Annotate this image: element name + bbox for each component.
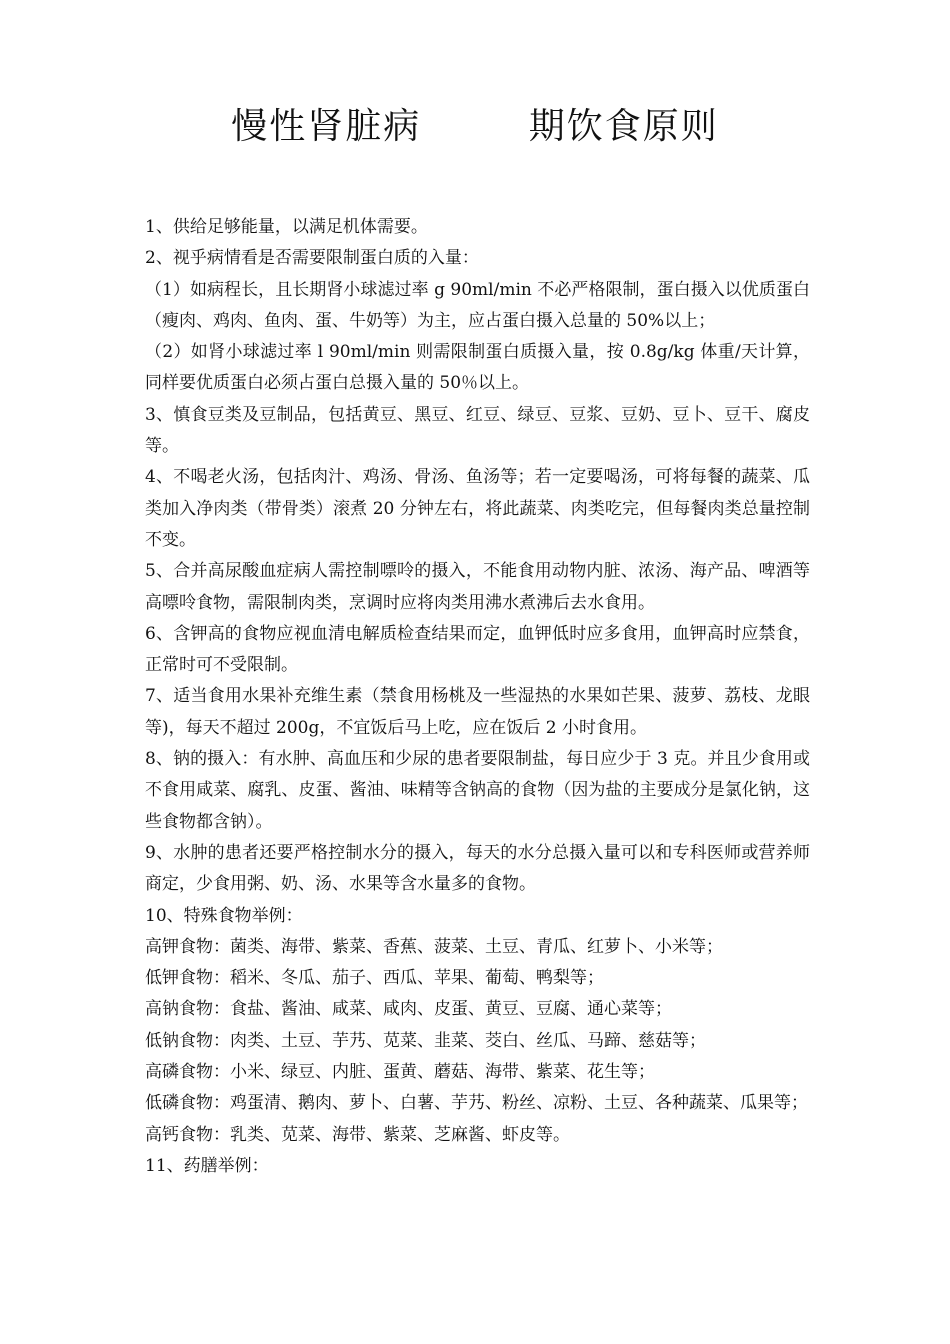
paragraph-10: 10、特殊食物举例： xyxy=(145,905,303,926)
paragraph-2-2: （2）如肾小球滤过率 l 90ml/min 则需限制蛋白质摄入量，按 0.8g/kg 体重/天计算，同样要优质蛋白必须占蛋白总摄入量的 50％以上。 xyxy=(145,342,810,394)
paragraph-8: 8、钠的摄入：有水肿、高血压和少尿的患者要限制盐，每日应少于 3 克。并且少食用或不食用咸菜、腐乳、皮蛋、酱油、味精等含钠高的食物（因为盐的主要成分是氯化钠，这些食物都含钠）。 xyxy=(145,749,810,832)
paragraph-2: 2、视乎病情看是否需要限制蛋白质的入量： xyxy=(145,248,479,269)
paragraph-6: 6、含钾高的食物应视血清电解质检查结果而定，血钾低时应多食用，血钾高时应禁食，正常时可不受限制。 xyxy=(145,623,810,676)
paragraph-2-1: （1）如病程长，且长期肾小球滤过率 g 90ml/min 不必严格限制，蛋白摄入以优质蛋白（瘦肉、鸡肉、鱼肉、蛋、牛奶等）为主，应占蛋白摄入总量的 50%以上； xyxy=(145,279,810,331)
food-list-low-potassium: 低钾食物：稻米、冬瓜、茄子、西瓜、苹果、葡萄、鸭梨等； xyxy=(145,968,604,989)
food-list-high-phosphorus: 高磷食物：小米、绿豆、内脏、蛋黄、蘑菇、海带、紫菜、花生等； xyxy=(145,1062,655,1083)
paragraph-4: 4、不喝老火汤，包括肉汁、鸡汤、骨汤、鱼汤等；若一定要喝汤，可将每餐的蔬菜、瓜类加入净肉类（带骨类）滚煮 20 分钟左右，将此蔬菜、肉类吃完，但每餐肉类总量控制不变。 xyxy=(145,467,810,550)
food-list-low-sodium: 低钠食物：肉类、土豆、芋艿、苋菜、韭菜、茭白、丝瓜、马蹄、慈菇等； xyxy=(145,1030,706,1051)
paragraph-9: 9、水肿的患者还要严格控制水分的摄入，每天的水分总摄入量可以和专科医师或营养师商定，少食用粥、奶、汤、水果等含水量多的食物。 xyxy=(145,842,810,895)
food-list-low-phosphorus: 低磷食物：鸡蛋清、鹅肉、萝卜、白薯、芋艿、粉丝、凉粉、土豆、各种蔬菜、瓜果等； xyxy=(145,1093,808,1114)
document-title: 慢性肾脏病 期饮食原则 xyxy=(231,106,719,147)
paragraph-3: 3、慎食豆类及豆制品，包括黄豆、黑豆、红豆、绿豆、豆浆、豆奶、豆卜、豆干、腐皮等。 xyxy=(145,404,810,457)
paragraph-7: 7、适当食用水果补充维生素（禁食用杨桃及一些湿热的水果如芒果、菠萝、荔枝、龙眼等)，每天不超过 200g，不宜饭后马上吃，应在饭后 2 小时食用。 xyxy=(145,686,810,738)
paragraph-1: 1、供给足够能量，以满足机体需要。 xyxy=(145,217,428,237)
food-list-high-sodium: 高钠食物：食盐、酱油、咸菜、咸肉、皮蛋、黄豆、豆腐、通心菜等； xyxy=(145,999,672,1020)
document-body xyxy=(145,212,810,1182)
paragraph-11: 11、药膳举例： xyxy=(145,1155,269,1176)
food-list-high-calcium: 高钙食物：乳类、苋菜、海带、紫菜、芝麻酱、虾皮等。 xyxy=(145,1124,570,1145)
paragraph-5: 5、合并高尿酸血症病人需控制嘌呤的摄入，不能食用动物内脏、浓汤、海产品、啤酒等高嘌呤食物，需限制肉类，烹调时应将肉类用沸水煮沸后去水食用。 xyxy=(145,561,810,613)
food-list-high-potassium: 高钾食物：菌类、海带、紫菜、香蕉、菠菜、土豆、青瓜、红萝卜、小米等； xyxy=(145,936,723,957)
